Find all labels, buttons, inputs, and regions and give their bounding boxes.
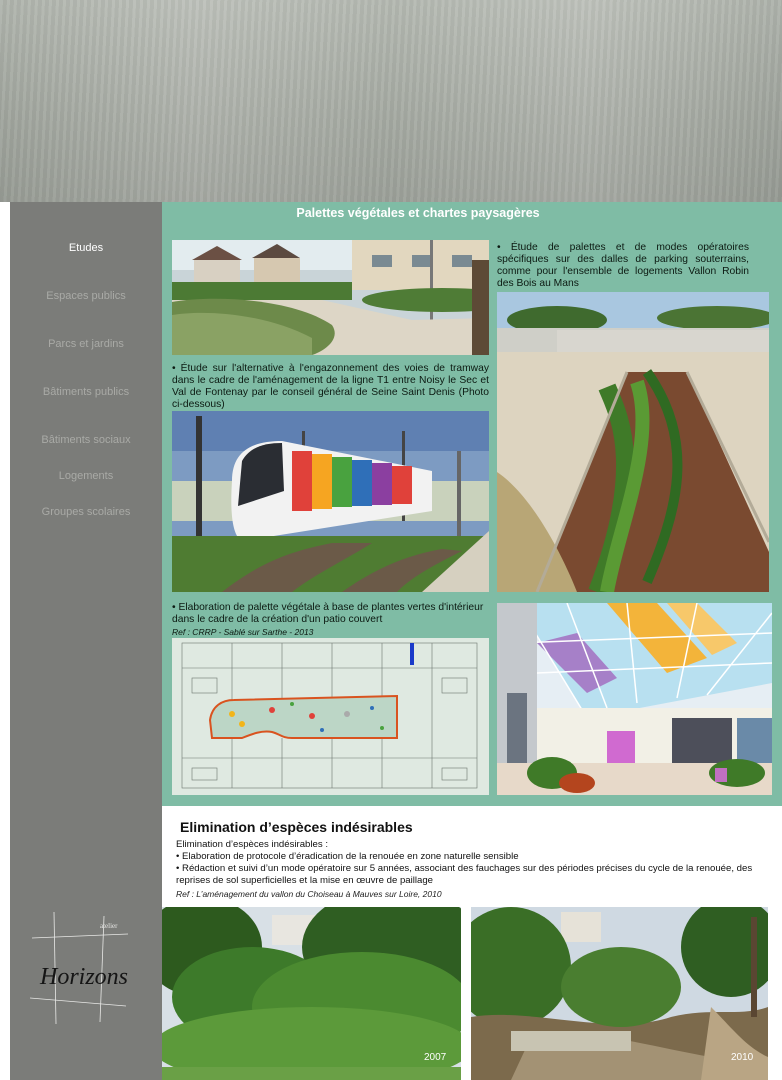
text-patio-study — [172, 602, 489, 639]
nav-item-logements[interactable]: Logements — [58, 470, 114, 482]
section-ref: Ref : L’aménagement du vallon du Choiseau à Mauves sur Loire, 2010 — [176, 889, 442, 899]
nav-item-batiments-sociaux[interactable]: Bâtiments sociaux — [41, 434, 131, 446]
text-tramway-study: • Étude sur l'alternative à l'engazonnement des voies de tramway dans le cadre de l'aménagement de la ligne T1 entre Noisy le Sec et Val de Fontenay par le conseil général de Seine Saint Denis (Photo ci-dessous) — [172, 363, 489, 410]
section-line-1: Elimination d’espèces indésirables : — [176, 839, 328, 850]
horizons-logo — [30, 912, 130, 1024]
photo-houses — [172, 240, 489, 355]
photo-site-2007 — [162, 907, 461, 1080]
section-line-3: • Rédaction et suivi d’un mode opératoire sur 5 années, associant des fauchages sur des périodes précises du cycle de la renouée, des reprises de sol superficielles et la mise en œuvre de paillage — [176, 863, 753, 886]
header-banner — [0, 0, 782, 202]
photo-parking-slab — [497, 292, 769, 592]
text-patio-line: • Elaboration de palette végétale à base de plantes vertes d'intérieur dans le cadre de la création d'un patio couvert — [172, 602, 484, 625]
section-body — [176, 839, 766, 887]
text-patio-ref: Ref : CRRP - Sablé sur Sarthe - 2013 — [172, 627, 314, 637]
image-covered-patio — [497, 603, 772, 795]
logo-small-text: atelier — [100, 922, 118, 930]
nav-item-espaces-publics[interactable]: Espaces publics — [46, 290, 126, 302]
nav-item-groupes-scolaires[interactable]: Groupes scolaires — [41, 506, 131, 518]
photo-year-left: 2007 — [424, 1052, 447, 1063]
section-title: Elimination d’espèces indésirables — [180, 819, 413, 835]
nav-item-parcs-jardins[interactable]: Parcs et jardins — [48, 338, 124, 350]
panel-title: Palettes végétales et chartes paysagères — [296, 206, 540, 220]
image-patio-plan — [172, 638, 489, 795]
section-line-2: • Elaboration de protocole d’éradication de la renouée en zone naturelle sensible — [176, 851, 519, 862]
text-parking-study: • Étude de palettes et de modes opératoires spécifiques sur des dalles de parking souterrains, comme pour l'ensemble de logements Vallon Robin des Bois au Mans — [497, 242, 749, 289]
photo-tramway — [172, 411, 489, 592]
logo-name-text: Horizons — [40, 964, 129, 990]
nav-item-batiments-publics[interactable]: Bâtiments publics — [42, 386, 130, 398]
photo-year-right: 2010 — [731, 1052, 754, 1063]
nav-item-etudes[interactable]: Etudes — [68, 242, 104, 254]
photo-site-2010 — [471, 907, 768, 1080]
